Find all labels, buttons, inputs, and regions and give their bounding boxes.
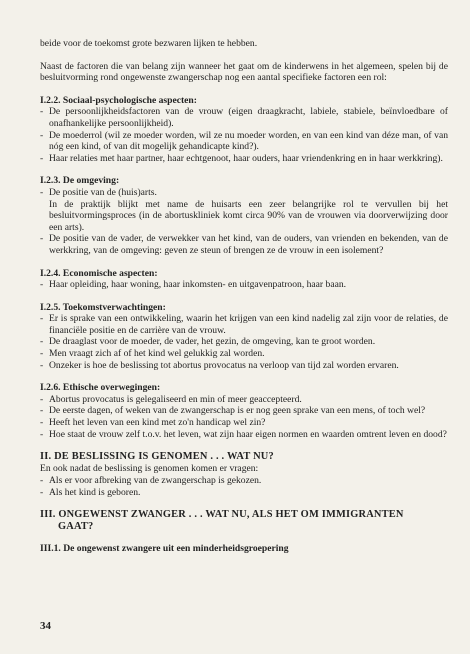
list-item: - Men vraagt zich af of het kind wel gelukkig zal worden.: [40, 348, 448, 360]
list-item: - De eerste dagen, of weken van de zwangerschap is er nog geen sprake van een mens, of toch wel?: [40, 405, 448, 417]
list-item: - De positie van de vader, de verwekker van het kind, van de ouders, van vrienden en bekenden, van de werkkring, van de omgeving: geven ze steun of brengen ze de vrouw in een isolement?: [40, 233, 448, 256]
list-item: - Haar relaties met haar partner, haar echtgenoot, haar ouders, haar vriendenkring en in haar werkkring).: [40, 153, 448, 165]
list-item: - Abortus provocatus is gelegaliseerd en min of meer geaccepteerd.: [40, 394, 448, 406]
list-1-2-6: [40, 394, 448, 440]
chapter-2-lead: En ook nadat de beslissing is genomen komen er vragen:: [40, 463, 259, 475]
list-item: - Hoe staat de vrouw zelf t.o.v. het leven, wat zijn haar eigen normen en waarden omtrent leven en dood?: [40, 429, 448, 441]
list-item: - De moederrol (wil ze moeder worden, wil ze nu moeder worden, en van een kind van déze man, of van nóg een kind, of van dit mogelijk gehandicapte kind?).: [40, 130, 448, 153]
list-1-2-4: [40, 279, 448, 291]
section-heading-1-2-6: I.2.6. Ethische overwegingen:: [40, 382, 161, 394]
list-item: - Als er voor afbreking van de zwangerschap is gekozen.: [40, 475, 448, 487]
section-heading-1-2-5: I.2.5. Toekomstverwachtingen:: [40, 301, 166, 313]
list-item: - Als het kind is geboren.: [40, 487, 448, 499]
list-item: - Heeft het leven van een kind met zo'n handicap wel zin?: [40, 417, 448, 429]
intro-line: beide voor de toekomst grote bezwaren lijken te hebben.: [40, 38, 258, 49]
list-item: - Er is sprake van een ontwikkeling, waarin het krijgen van een kind nadelig zal zijn voor de relaties, de financiële positie en de carrière van de vrouw.: [40, 313, 448, 336]
intro-paragraph: Naast de factoren die van belang zijn wanneer het gaat om de kinderwens in het algemeen, spelen bij de besluitvorming rond ongewenste zwangerschap nog een aantal specifieke factoren een rol:: [40, 60, 448, 84]
section-heading-1-2-3: I.2.3. De omgeving:: [40, 175, 120, 187]
chapter-heading-3-line2: GAAT?: [58, 521, 94, 533]
chapter-heading-3-line1: III. ONGEWENST ZWANGER . . . WAT NU, ALS HET OM IMMIGRANTEN: [40, 509, 404, 521]
list-1-2-5: [40, 313, 448, 371]
list-1-2-3: [40, 187, 448, 257]
list-item: - Onzeker is hoe de beslissing tot abortus provocatus na verloop van tijd zal worden ervaren.: [40, 360, 448, 372]
list-item: - De draaglast voor de moeder, de vader, het gezin, de omgeving, kan te groot worden.: [40, 336, 448, 348]
section-heading-1-2-4: I.2.4. Economische aspecten:: [40, 267, 158, 279]
chapter-heading-2: II. DE BESLISSING IS GENOMEN . . . WAT NU?: [40, 451, 274, 463]
page-number: 34: [40, 620, 51, 632]
list-item: - Haar opleiding, haar woning, haar inkomsten- en uitgavenpatroon, haar baan.: [40, 279, 448, 291]
list-item: - De positie van de (huis)arts.: [40, 187, 448, 199]
list-2: [40, 475, 448, 498]
list-item: - De persoonlijkheidsfactoren van de vrouw (eigen draagkracht, labiele, stabiele, beïnvloedbare of onafhankelijke persoonlijkheid).: [40, 106, 448, 129]
list-1-2-2: [40, 106, 448, 164]
subsection-heading-3-1: III.1. De ongewenst zwangere uit een minderheidsgroepering: [40, 542, 289, 554]
list-item-continuation: In de praktijk blijkt met name de huisarts een zeer belangrijke rol te vervullen bij het besluitvormingsproces (in de abortuskliniek komt circa 90% van de vrouwen via doorverwijzing door een arts).: [49, 198, 448, 233]
section-heading-1-2-2: I.2.2. Sociaal-psychologische aspecten:: [40, 94, 197, 106]
